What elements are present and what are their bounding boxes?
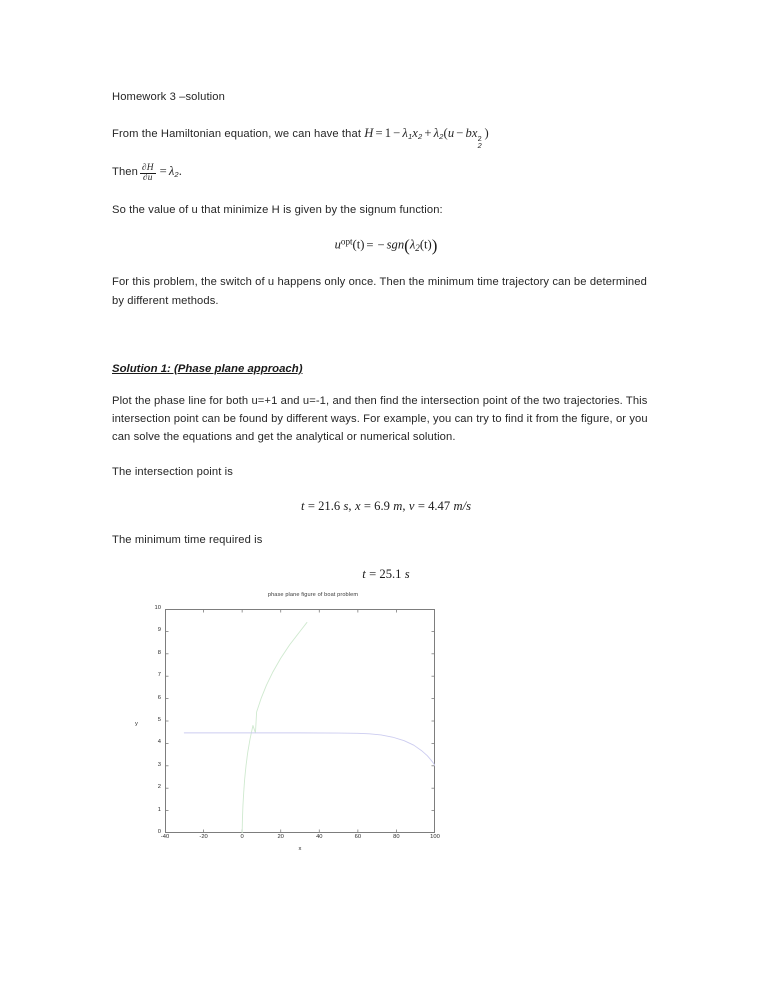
y-tick-label: 3 xyxy=(157,761,161,768)
x-tick-label: -40 xyxy=(160,834,170,840)
switch-note: For this problem, the switch of u happens only once. Then the minimum time trajectory can be determined by different methods. xyxy=(112,276,647,307)
x-tick-label: 0 xyxy=(240,834,244,840)
partial-lambda: λ xyxy=(168,163,175,178)
int-eq1: = 21.6 xyxy=(307,499,341,514)
y-tick-label: 1 xyxy=(157,806,161,813)
y-axis-title: y xyxy=(135,721,138,727)
axis-ticks xyxy=(165,609,435,833)
then-label: Then xyxy=(112,165,138,178)
chart-title-text: phase plane figure of boat problem xyxy=(267,592,359,598)
eq-x: x xyxy=(412,126,418,141)
partial-lambda-sub: 2 xyxy=(174,169,179,179)
signum-opt-sup: opt xyxy=(340,236,353,247)
x-tick-label: 40 xyxy=(316,834,323,840)
signum-u: u xyxy=(334,238,341,253)
eq-lambda2: λ xyxy=(433,126,440,141)
eq-plus: + xyxy=(424,126,432,141)
y-tick-label: 0 xyxy=(157,829,161,836)
hamiltonian-intro-text: From the Hamiltonian equation, we can have that xyxy=(112,128,362,141)
phase-line-body: Plot the phase line for both u=+1 and u=-1, and then find the intersection point of the two trajectories. This intersection point can be found by different ways. For example, you can try to find it from the figure, or you can solve the equations and get the analytical or numerical solution. xyxy=(112,394,648,443)
partial-fraction xyxy=(140,164,156,185)
solution1-heading: Solution 1: (Phase plane approach) xyxy=(112,362,303,375)
partial-period: . xyxy=(178,163,183,178)
min-time-label: The minimum time required is xyxy=(112,534,263,547)
intersection-equation xyxy=(112,498,660,514)
y-tick-label: 6 xyxy=(157,694,161,701)
y-tick-label: 8 xyxy=(157,649,161,656)
eq-x2-sup: 2 xyxy=(477,133,482,143)
signum-equation xyxy=(112,236,660,256)
eq-x2-sub: 2 xyxy=(477,140,482,150)
signum-lambda: λ xyxy=(409,238,416,253)
mintime-eq: = 25.1 xyxy=(369,567,402,582)
int-eq3: = 4.47 xyxy=(417,499,451,514)
int-m-unit: m xyxy=(393,499,403,514)
intersection-label: The intersection point is xyxy=(112,466,233,479)
eq-minus: − xyxy=(393,126,401,141)
int-eq2: = 6.9 xyxy=(363,499,390,514)
signum-equals: = xyxy=(366,238,374,253)
min-time-equation xyxy=(112,566,660,582)
data-series-layer xyxy=(184,622,435,833)
eq-lambda2-sub: 2 xyxy=(439,132,444,142)
x-tick-label: 60 xyxy=(354,834,362,840)
x-tick-label: 20 xyxy=(277,834,284,840)
page-title: Homework 3 –solution xyxy=(112,91,225,103)
x-tick-label: 80 xyxy=(393,834,400,840)
y-axis-tick-labels xyxy=(128,605,165,836)
signum-lambda-sub: 2 xyxy=(415,243,420,254)
phase-plane-figure xyxy=(128,592,448,862)
eq-lambda1-sub: 1 xyxy=(407,132,413,142)
partial-numerator: ∂H xyxy=(141,162,154,173)
mintime-t: t xyxy=(362,567,366,582)
partial-denominator: ∂u xyxy=(140,173,156,184)
signum-intro: So the value of u that minimize H is given by the signum function: xyxy=(112,204,443,217)
eq-x-sub: 2 xyxy=(418,132,423,142)
signum-open-paren: ( xyxy=(404,236,410,256)
signum-minus: − xyxy=(377,238,385,253)
mintime-s-unit: s xyxy=(404,567,410,582)
plot-canvas xyxy=(165,609,435,833)
eq-H: H xyxy=(364,126,374,141)
eq-equals: = xyxy=(375,126,383,141)
section-spacer xyxy=(112,327,660,363)
eq-one: 1 xyxy=(384,126,392,141)
y-tick-label: 7 xyxy=(157,672,161,679)
y-tick-label: 2 xyxy=(157,784,161,791)
eq-lambda1: λ xyxy=(402,126,408,141)
int-s-unit: s xyxy=(343,499,349,514)
hamiltonian-paragraph xyxy=(112,123,660,150)
int-v: v xyxy=(408,499,415,514)
int-x: x xyxy=(354,499,361,514)
int-ms-unit: m/s xyxy=(453,499,471,514)
partial-derivative-paragraph xyxy=(112,161,660,185)
x-axis-title: x xyxy=(298,846,302,852)
y-tick-label: 5 xyxy=(157,717,161,724)
eq-x2: x xyxy=(471,126,478,141)
document-body xyxy=(112,88,660,599)
chart-title xyxy=(128,592,448,598)
int-comma1: , xyxy=(348,499,352,514)
int-t: t xyxy=(301,499,305,514)
eq-open-paren: ( xyxy=(443,126,448,141)
y-tick-label: 10 xyxy=(154,605,161,612)
int-comma2: , xyxy=(402,499,406,514)
eq-u: u xyxy=(447,126,455,141)
eq-b: b xyxy=(465,126,472,141)
eq-minus2: − xyxy=(456,126,464,141)
partial-equals: = xyxy=(159,163,167,178)
y-tick-label: 4 xyxy=(157,739,161,746)
signum-sgn: sgn xyxy=(386,238,405,253)
signum-close-paren: ) xyxy=(431,236,438,256)
y-tick-label: 9 xyxy=(157,627,161,634)
signum-inner-arg: (t) xyxy=(419,238,432,253)
x-tick-label: -20 xyxy=(199,834,208,840)
eq-close-paren: ) xyxy=(484,126,489,141)
x-tick-label: 100 xyxy=(430,834,440,840)
signum-arg: (t) xyxy=(352,238,365,253)
